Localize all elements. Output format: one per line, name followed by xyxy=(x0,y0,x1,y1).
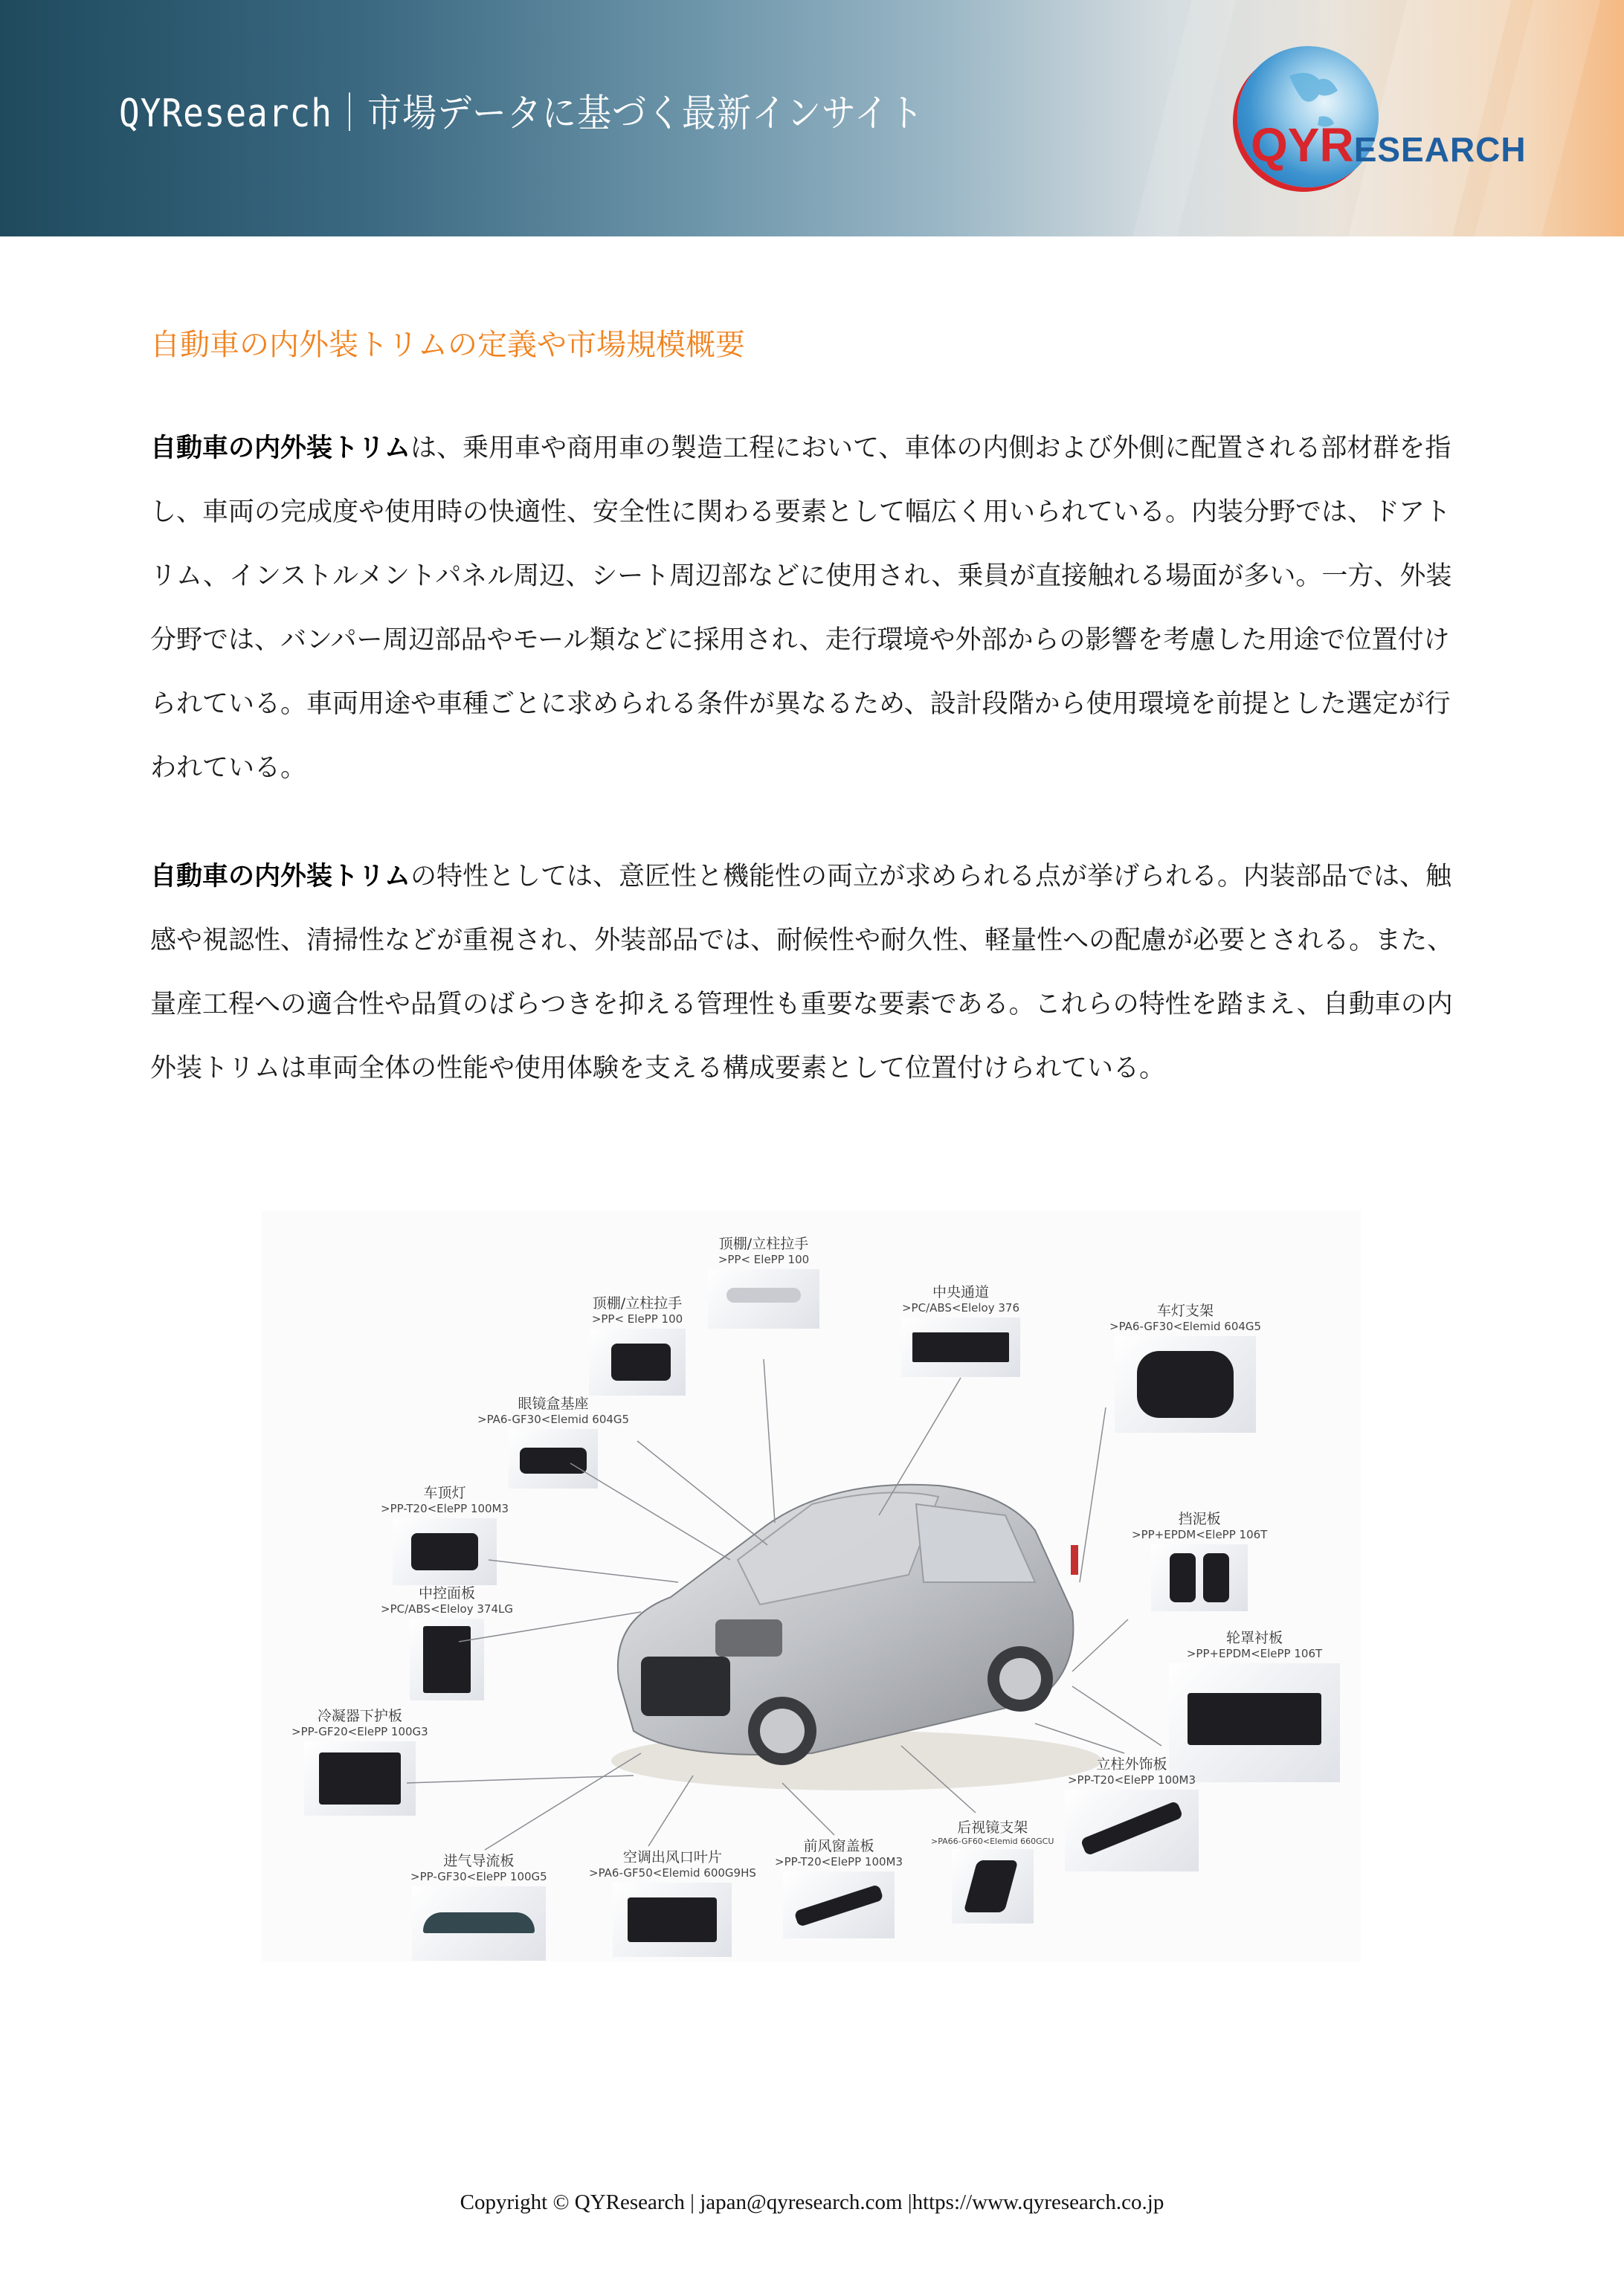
callout-condenser-lower-guard xyxy=(291,1705,428,1816)
callout-headliner-grab-handle-top xyxy=(708,1233,819,1329)
part-material: >PA6-GF50<Elemid 600G9HS xyxy=(589,1866,756,1880)
part-name: 眼镜盒基座 xyxy=(518,1396,589,1412)
callout-cowl-panel xyxy=(775,1835,903,1938)
part-material: >PP-T20<ElePP 100M3 xyxy=(1067,1773,1196,1787)
console-panel-thumbnail xyxy=(410,1619,484,1700)
part-name: 中央通道 xyxy=(932,1284,989,1300)
part-material: >PP+EPDM<ElePP 106T xyxy=(1186,1647,1323,1660)
callout-center-tunnel xyxy=(901,1281,1020,1377)
mud-flap-thumbnail xyxy=(1151,1544,1248,1611)
banner-streak xyxy=(1121,0,1244,236)
part-material: >PP-GF20<ElePP 100G3 xyxy=(291,1725,428,1738)
part-material: >PA66-GF60<Elemid 660GCU xyxy=(931,1837,1054,1846)
part-material: >PP+EPDM<ElePP 106T xyxy=(1132,1528,1268,1541)
part-name: 冷凝器下护板 xyxy=(317,1708,402,1724)
callout-lamp-bracket xyxy=(1109,1300,1261,1433)
part-material: >PP-T20<ElePP 100M3 xyxy=(775,1855,903,1868)
callout-mirror-bracket xyxy=(931,1816,1054,1923)
paragraph-text: の特性としては、意匠性と機能性の両立が求められる点が挙げられる。内装部品では、触感や視認性、清掃性などが重視され、外装部品では、耐候性や耐久性、軽量性への配慮が必要とされる。また、量産工程への適合性や品質のばらつきを抑える管理性も重要な要素である。これらの特性を踏まえ、自動車の内外装トリムは車両全体の性能や使用体験を支える構成要素として位置付けられている。 xyxy=(150,862,1454,1083)
part-name: 立柱外饰板 xyxy=(1096,1756,1167,1773)
part-name: 中控面板 xyxy=(418,1585,475,1602)
callout-headliner-grab-handle xyxy=(589,1292,686,1396)
part-name: 进气导流板 xyxy=(443,1853,515,1869)
part-name: 轮罩衬板 xyxy=(1225,1630,1283,1646)
grab-handle-thumbnail xyxy=(589,1329,686,1396)
lamp-bracket-thumbnail xyxy=(1115,1336,1256,1433)
part-name: 挡泥板 xyxy=(1178,1511,1221,1527)
part-name: 顶棚/立柱拉手 xyxy=(592,1295,683,1312)
callout-air-intake-deflector xyxy=(410,1850,547,1961)
footer-copyright: Copyright © QYResearch | japan@qyresearch.com |https://www.qyresearch.co.jp xyxy=(460,2190,1164,2214)
callout-ac-vent-blade xyxy=(589,1846,756,1957)
part-material: >PP-T20<ElePP 100M3 xyxy=(381,1502,509,1515)
part-name: 前风窗盖板 xyxy=(803,1838,874,1854)
callout-mud-flap xyxy=(1132,1508,1267,1611)
callout-pillar-exterior-trim xyxy=(1065,1753,1199,1871)
paragraph-characteristics xyxy=(150,845,1474,1100)
logo-esearch: ESEARCH xyxy=(1353,130,1527,169)
grab-handle-thumbnail xyxy=(708,1269,819,1329)
banner-title: QYResearch｜市場データに基づく最新インサイト xyxy=(119,91,924,136)
bold-lead: 自動車の内外装トリム xyxy=(150,862,411,891)
part-name: 顶棚/立柱拉手 xyxy=(718,1236,809,1252)
bold-lead: 自動車の内外装トリム xyxy=(150,433,411,463)
header-banner xyxy=(0,0,1624,236)
ac-vent-thumbnail xyxy=(613,1883,732,1957)
part-material: >PP< ElePP 100 xyxy=(718,1253,810,1266)
callout-glasses-case-base xyxy=(477,1393,629,1489)
part-name: 空调出风口叶片 xyxy=(622,1849,722,1866)
car-parts-diagram xyxy=(262,1210,1361,1961)
glasses-case-thumbnail xyxy=(509,1429,598,1489)
intake-deflector-thumbnail xyxy=(412,1886,546,1961)
part-name: 后视镜支架 xyxy=(957,1819,1028,1836)
logo-wordmark xyxy=(1251,117,1527,172)
cowl-panel-thumbnail xyxy=(783,1871,895,1938)
center-tunnel-thumbnail xyxy=(901,1318,1020,1377)
part-material: >PC/ABS<Eleloy 374LG xyxy=(381,1602,513,1616)
paragraph-text: は、乗用車や商用車の製造工程において、車体の内側および外側に配置される部材群を指し、車両の完成度や使用時の快適性、安全性に関わる要素として幅広く用いられている。内装分野では、ドアトリム、インストルメントパネル周辺、シート周辺部などに使用され、乗員が直接触れる場面が多い。一方、外装分野では、バンパー周辺部品やモール類などに採用され、走行環境や外部からの影響を考慮した用途で位置付けられている。車両用途や車種ごとに求められる条件が異なるため、設計段階から使用環境を前提とした選定が行われている。 xyxy=(150,433,1452,783)
part-material: >PA6-GF30<Elemid 604G5 xyxy=(1109,1320,1262,1333)
condenser-guard-thumbnail xyxy=(304,1741,416,1816)
part-name: 车灯支架 xyxy=(1157,1303,1214,1319)
logo-qyr: QYR xyxy=(1251,118,1354,172)
part-material: >PP< ElePP 100 xyxy=(591,1312,683,1326)
part-material: >PA6-GF30<Elemid 604G5 xyxy=(477,1413,630,1426)
callout-roof-lamp xyxy=(381,1482,509,1585)
car-illustration xyxy=(589,1434,1109,1805)
qyresearch-logo[interactable] xyxy=(1237,46,1557,195)
pillar-trim-thumbnail xyxy=(1065,1790,1199,1871)
part-name: 车顶灯 xyxy=(423,1485,466,1501)
roof-lamp-thumbnail xyxy=(393,1518,497,1585)
mirror-bracket-thumbnail xyxy=(952,1849,1034,1923)
callout-center-console-panel xyxy=(381,1582,513,1700)
section-title: 自動車の内外装トリムの定義や市場規模概要 xyxy=(150,328,745,362)
part-material: >PC/ABS<Eleloy 376 xyxy=(901,1301,1019,1315)
part-material: >PP-GF30<ElePP 100G5 xyxy=(410,1870,547,1883)
paragraph-definition xyxy=(150,416,1474,800)
